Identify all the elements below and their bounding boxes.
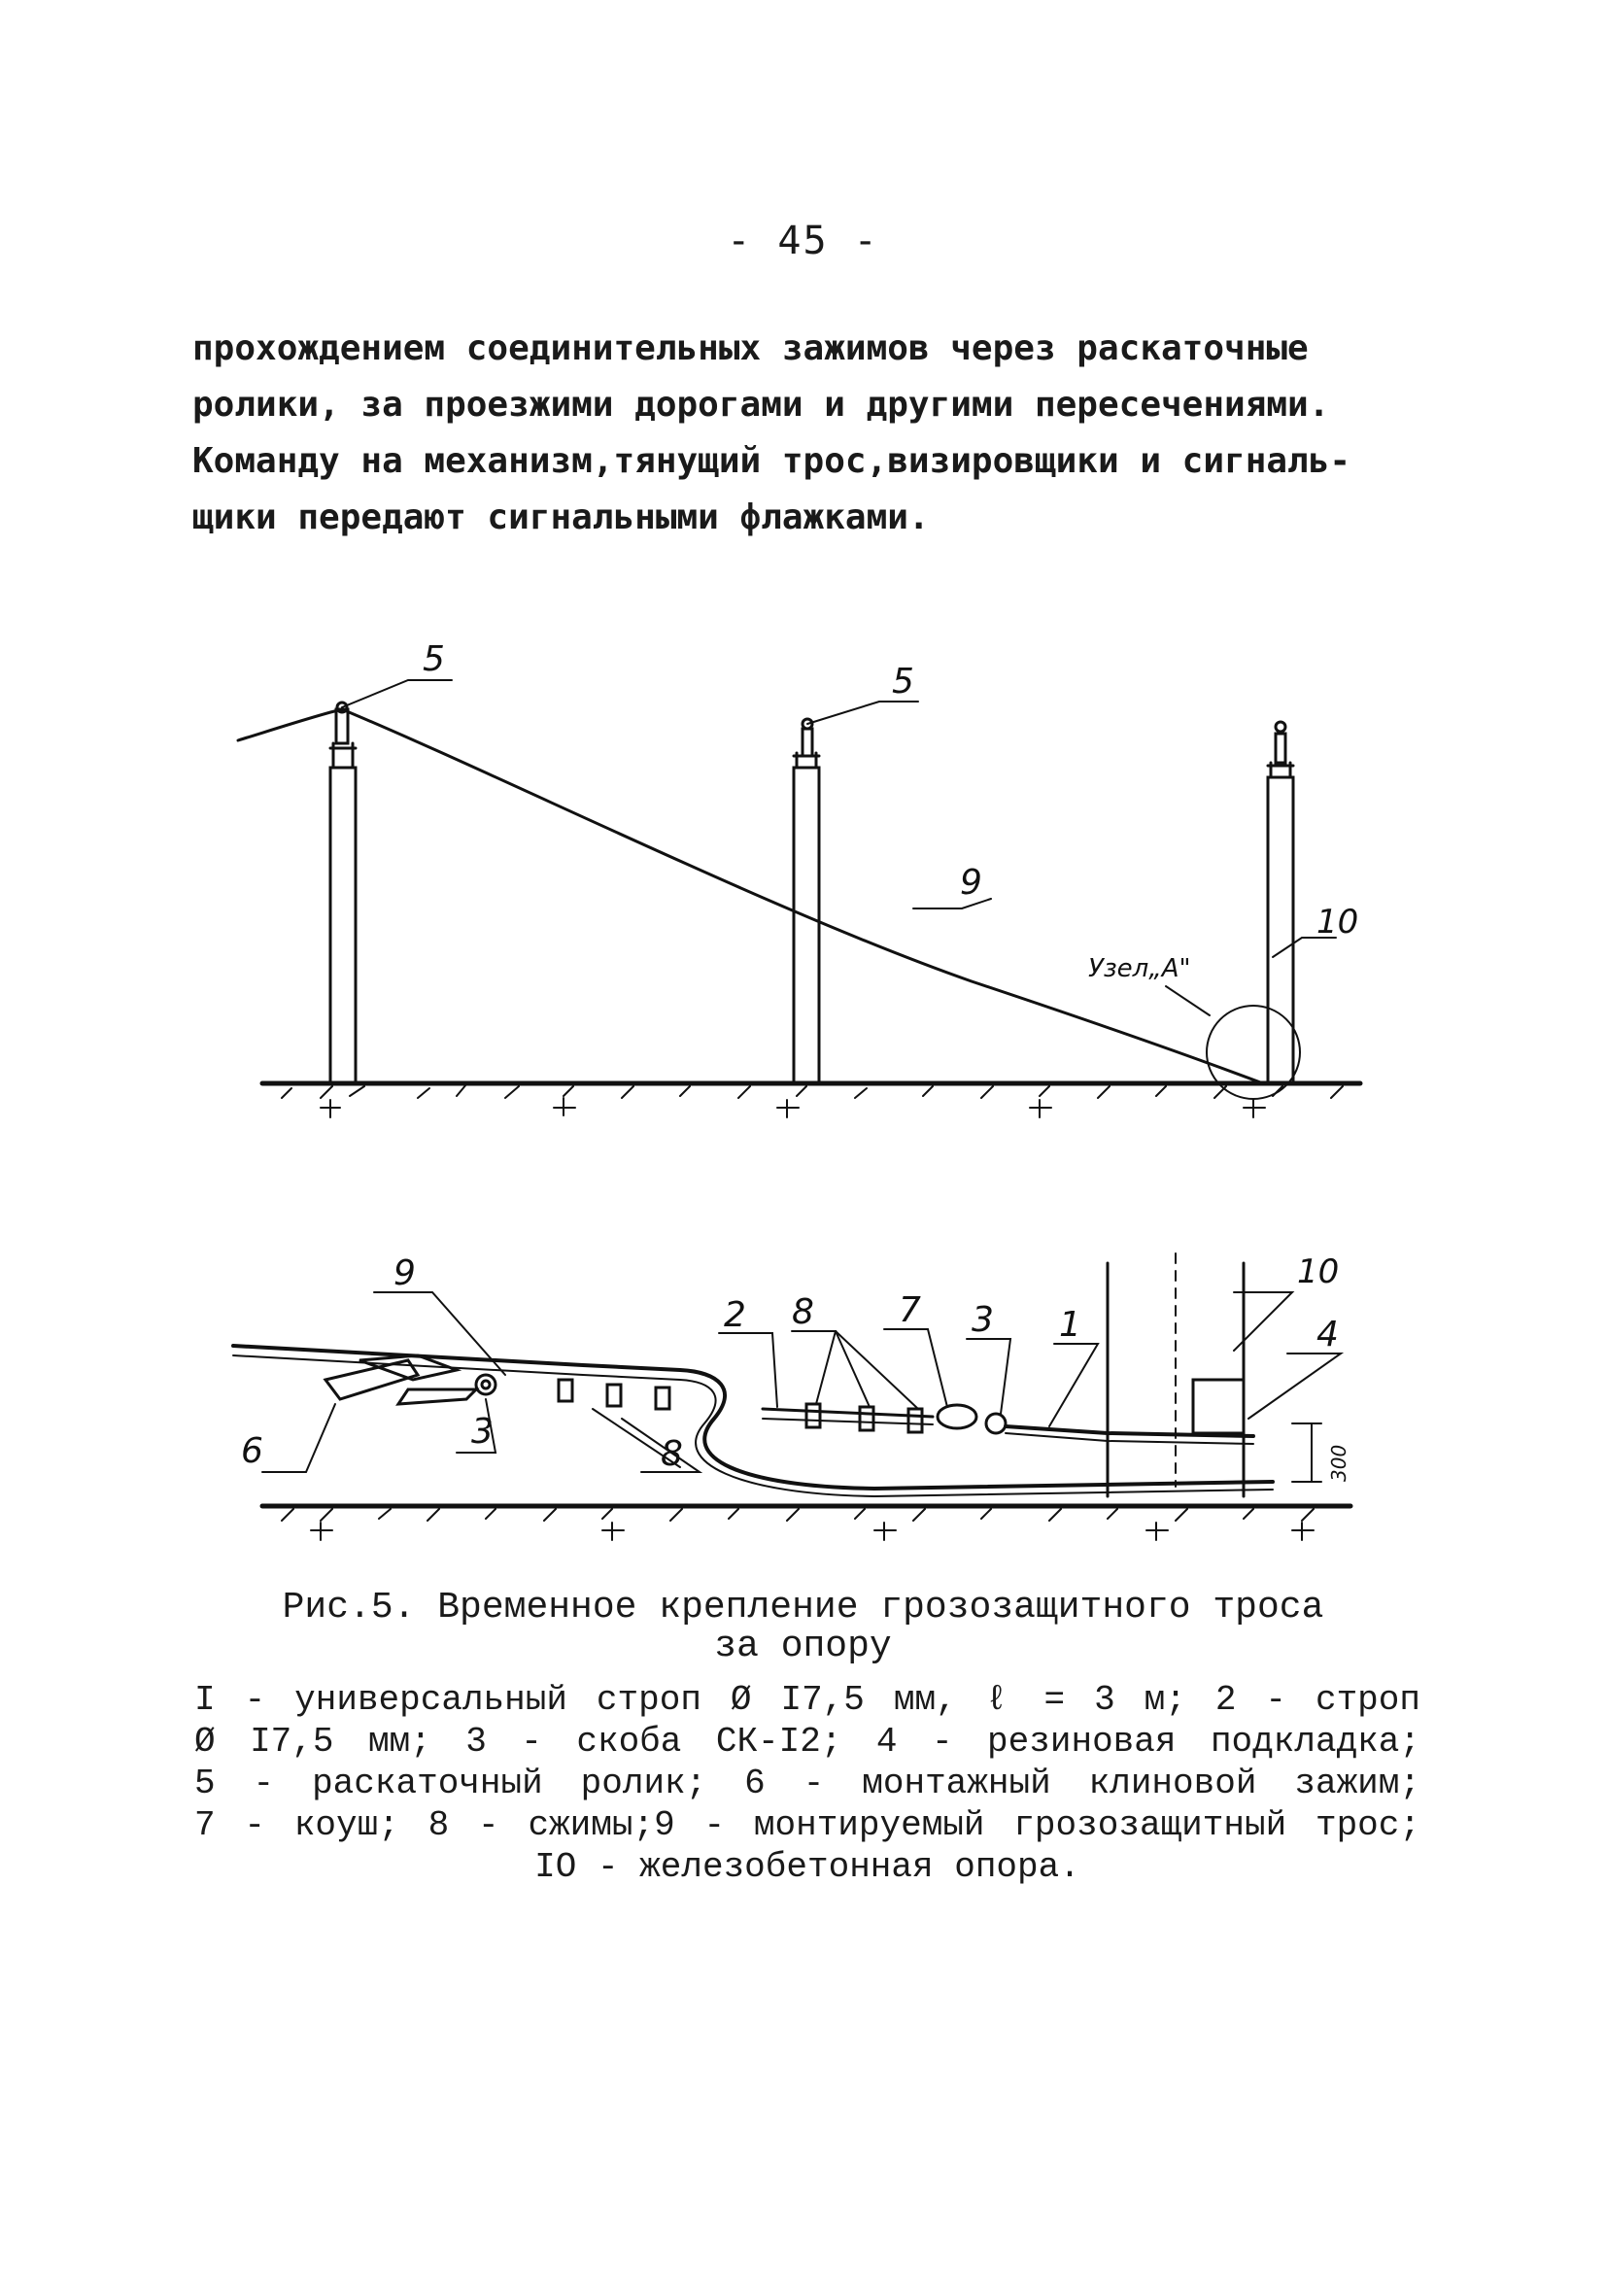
label-shackle-left: 3: [471, 1412, 494, 1452]
caption-line: за опору: [714, 1626, 892, 1667]
clamps-lower: [559, 1380, 669, 1409]
label-support: 10: [1316, 903, 1359, 942]
figure-caption: [0, 1589, 1606, 1666]
thimble: [938, 1405, 976, 1428]
body-line: Команду на механизм,тянущий трос,визировщики и сигналь-: [192, 441, 1351, 481]
label-shackle-right: 3: [972, 1300, 994, 1340]
label-roller-b: 5: [892, 662, 914, 702]
label-cable: 9: [960, 863, 982, 903]
ground-line-top: [262, 1083, 1360, 1117]
label-clamps-upper: 8: [792, 1292, 814, 1332]
label-rubber-pad: 4: [1316, 1315, 1339, 1354]
clamps-upper: [806, 1404, 922, 1432]
label-sling: 2: [724, 1295, 746, 1335]
legend-line: Ø I7,5 мм; 3 - скоба СК-I2; 4 - резиновая подкладка;: [194, 1722, 1420, 1762]
legend-line: 7 - коуш; 8 - сжимы;9 - монтируемый грозозащитный трос;: [194, 1805, 1420, 1845]
label-cable-bottom: 9: [393, 1253, 416, 1293]
ground-line-bottom: [262, 1506, 1350, 1540]
label-clamps-lower: 8: [661, 1434, 683, 1474]
ground-wire-cable: [238, 709, 1263, 1083]
body-line: прохождением соединительных зажимов через раскаточные: [192, 328, 1309, 368]
label-roller-a: 5: [423, 639, 445, 679]
label-node-a: Узел„А": [1088, 954, 1191, 983]
label-dimension: 300: [1327, 1444, 1350, 1482]
body-line: ролики, за проезжими дорогами и другими пересечениями.: [192, 385, 1330, 425]
label-thimble: 7: [899, 1290, 921, 1330]
legend-line: IO - железобетонная опора.: [534, 1847, 1080, 1887]
shackle-right: [986, 1414, 1006, 1433]
figure-legend: [194, 1679, 1420, 1888]
label-universal-sling: 1: [1059, 1305, 1081, 1345]
pole-3: [1268, 722, 1293, 1083]
pole-1: [330, 703, 356, 1083]
caption-line: Рис.5. Временное крепление грозозащитного троса: [282, 1587, 1324, 1628]
legend-line: 5 - раскаточный ролик; 6 - монтажный клиновой зажим;: [194, 1764, 1420, 1803]
support-column: [1108, 1253, 1244, 1496]
legend-line: I - универсальный строп Ø I7,5 мм, ℓ = 3 м; 2 - строп: [194, 1680, 1420, 1720]
shackle-left: [476, 1375, 495, 1394]
pole-2: [794, 719, 819, 1083]
universal-sling: [1006, 1426, 1253, 1436]
cable-bottom: [233, 1346, 1273, 1489]
body-line: щики передают сигнальными флажками.: [192, 497, 930, 537]
page-number: - 45 -: [727, 219, 879, 263]
label-clamp: 6: [241, 1431, 263, 1471]
label-support-bottom: 10: [1297, 1252, 1340, 1291]
